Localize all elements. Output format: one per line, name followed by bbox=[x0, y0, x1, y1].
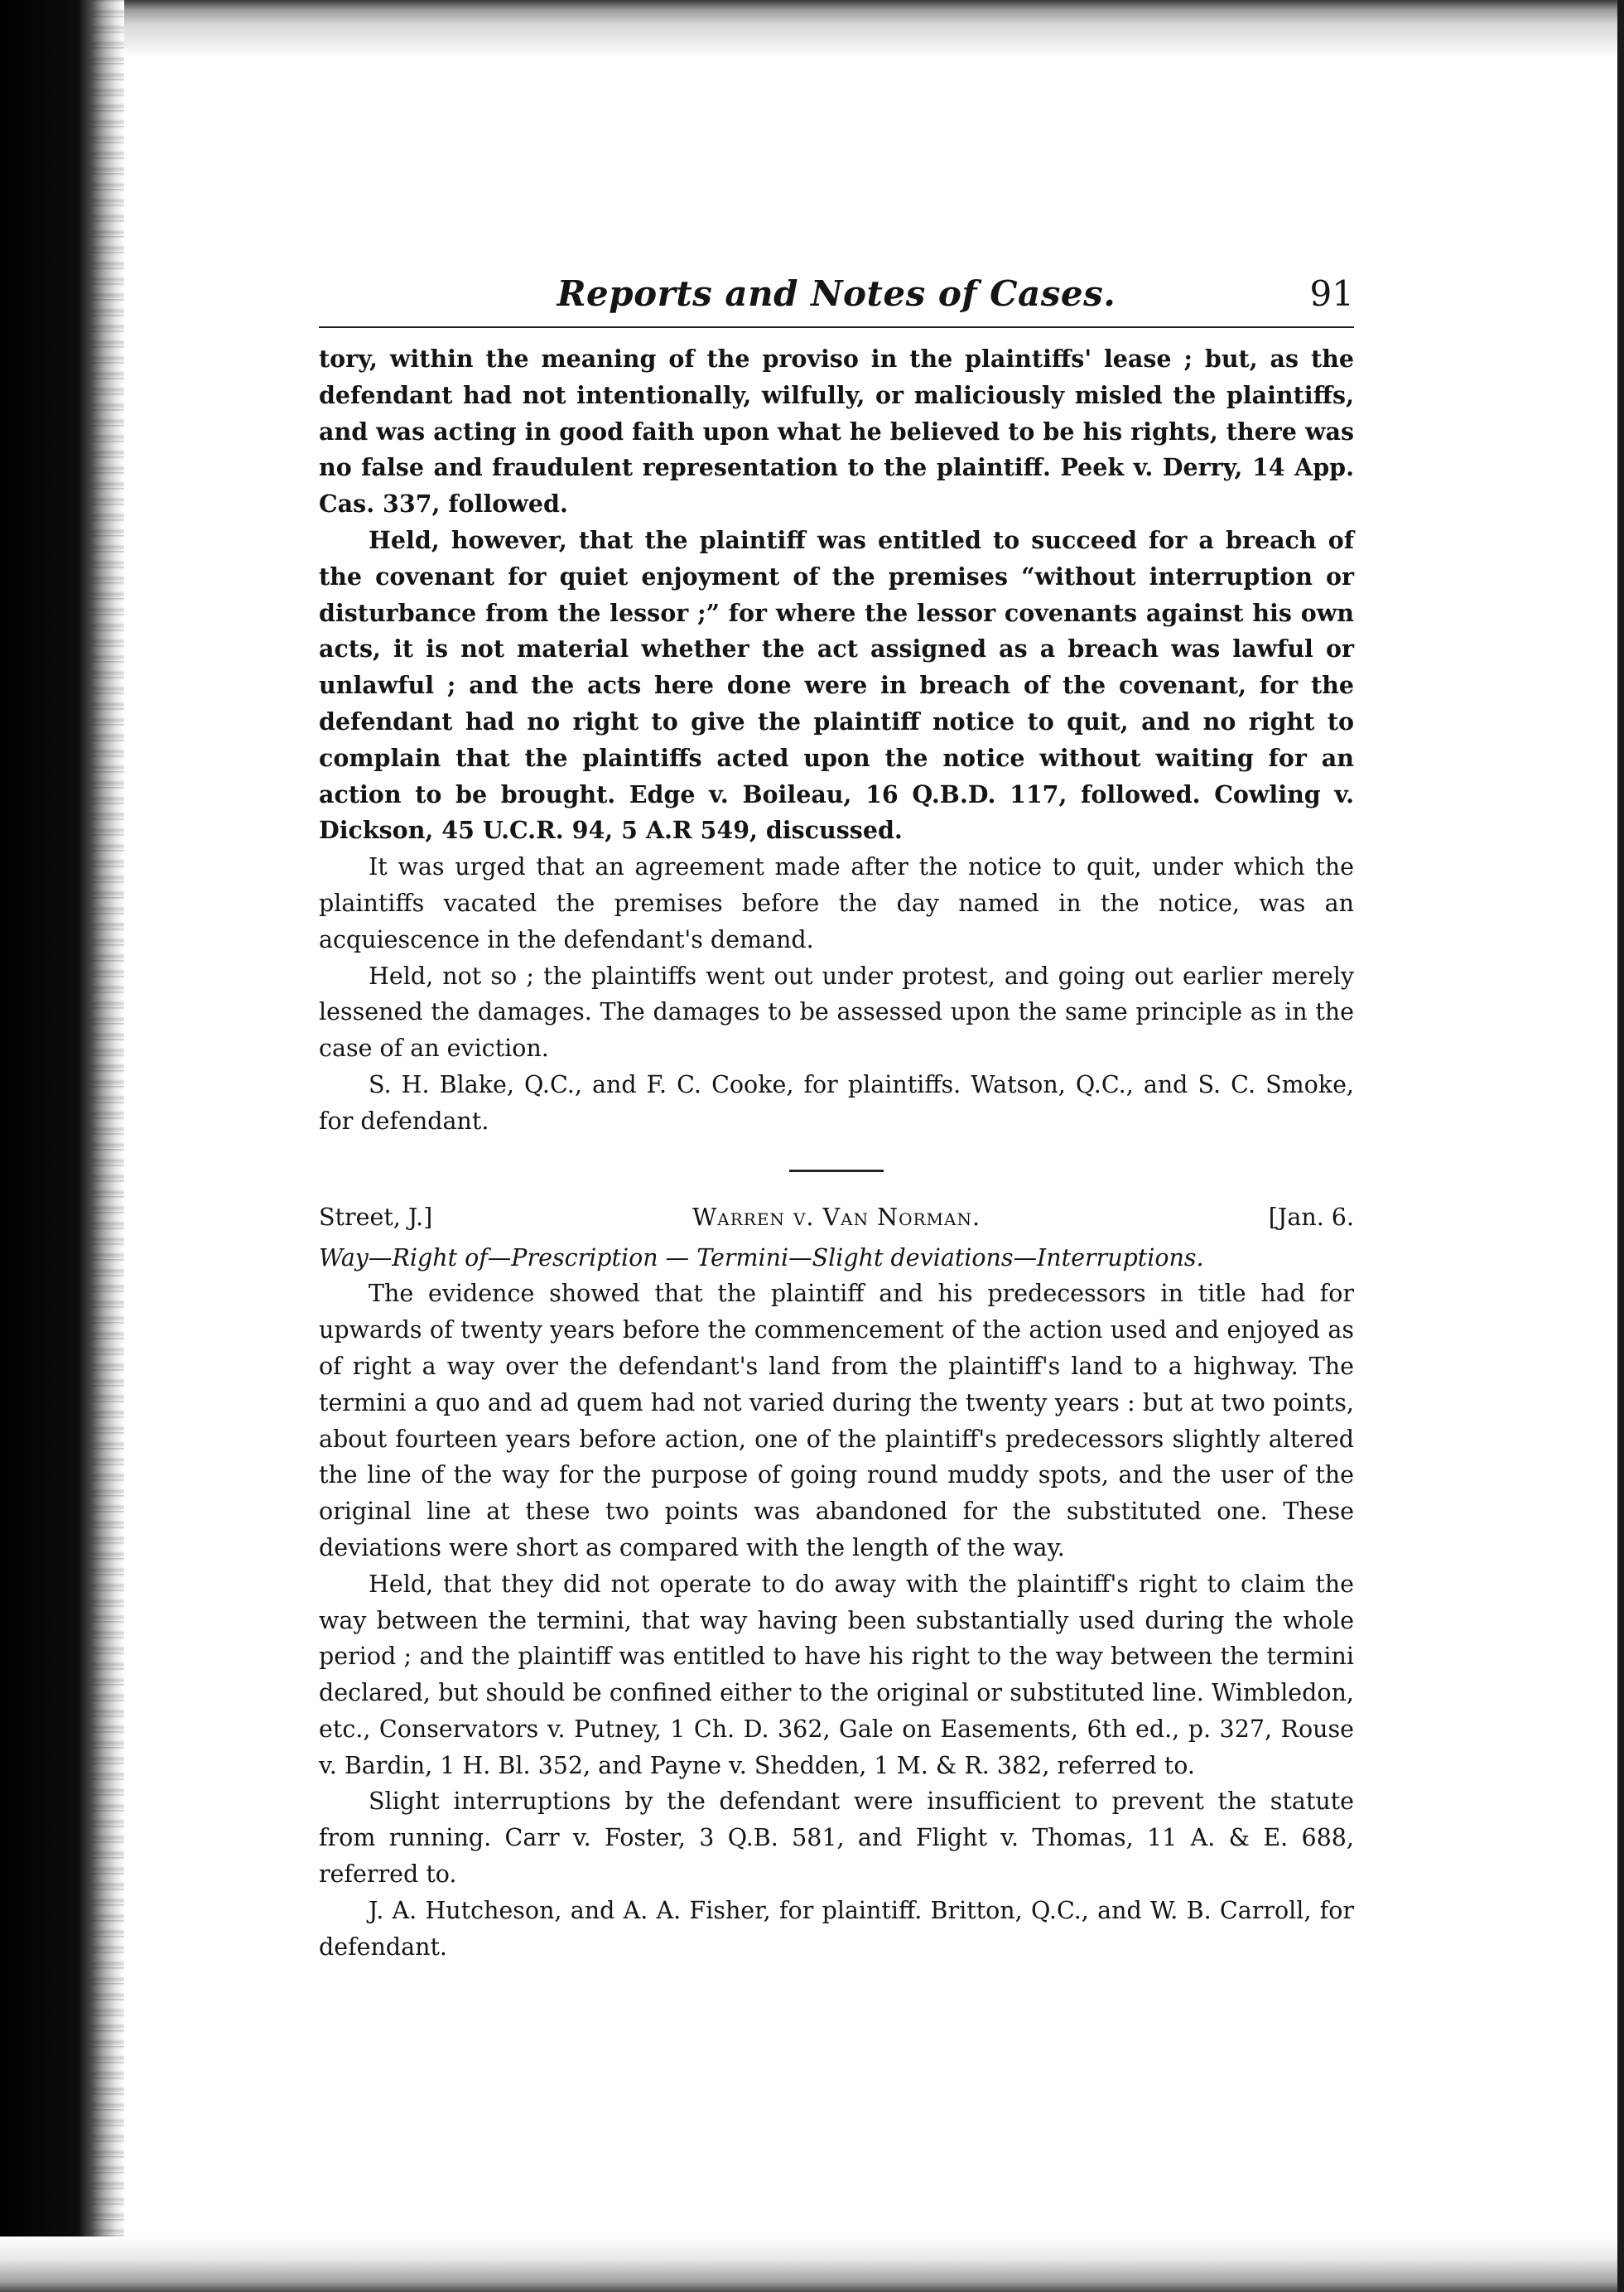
case1-paragraph-4: Held, not so ; the plaintiffs went out under protest, and going out earlier merely lessened the damages. The damages to be assessed upon the same principle as in the case of an eviction. bbox=[319, 962, 1354, 1063]
case1-paragraph-3: It was urged that an agreement made after the notice to quit, under which the plaintiffs vacated the premises before the day named in the notice, was an acquiescence in the defendant's demand. bbox=[319, 853, 1354, 953]
header-rule bbox=[319, 326, 1354, 328]
section-divider bbox=[789, 1170, 884, 1172]
scan-edge-speckle bbox=[91, 0, 124, 2292]
scan-edge-bottom bbox=[0, 2237, 1624, 2292]
scan-edge-right bbox=[1617, 0, 1624, 2292]
case1-paragraph-1: tory, within the meaning of the proviso in the plaintiffs' lease ; but, as the defendant had not intentionally, wilfully, or maliciously misled the plaintiffs, and was acting in good faith upon what he believed to be his rights, there was no false and fraudulent representation to the plaintiff. Peek v. Derry, 14 App. Cas. 337, followed. bbox=[319, 345, 1354, 519]
case2-paragraph-3: Slight interruptions by the defendant were insufficient to prevent the statute from running. Carr v. Foster, 3 Q.B. 581, and Flight v. Thomas, 11 A. & E. 688, referred to. bbox=[319, 1788, 1354, 1889]
case-date: [Jan. 6. bbox=[1268, 1203, 1354, 1231]
case1-counsel: S. H. Blake, Q.C., and F. C. Cooke, for plaintiffs. Watson, Q.C., and S. C. Smoke, for defendant. bbox=[319, 1070, 1354, 1135]
running-head bbox=[319, 263, 1354, 326]
case-heading bbox=[319, 1204, 1354, 1240]
running-title: Reports and Notes of Cases. bbox=[557, 273, 1116, 314]
case-headnote: Way—Right of—Prescription — Termini—Slight deviations—Interruptions. bbox=[319, 1243, 1204, 1271]
case-continued bbox=[319, 341, 1354, 1140]
case2-paragraph-1: The evidence showed that the plaintiff and his predecessors in title had for upwards of twenty years before the commencement of the action used and enjoyed as of right a way over the defendant's land from the plaintiff's land to a highway. The termini a quo and ad quem had not varied during the twenty years : but at two points, about fourteen years before action, one of the plaintiff's predecessors slightly altered the line of the way for the purpose of going round muddy spots, and the user of the original line at these two points was abandoned for the substituted one. These deviations were short as compared with the length of the way. bbox=[319, 1280, 1354, 1561]
case-warren-v-van-norman bbox=[319, 1204, 1354, 1966]
page-body bbox=[319, 263, 1354, 1965]
case1-paragraph-2: Held, however, that the plaintiff was entitled to succeed for a breach of the covenant for quiet enjoyment of the premises “without interruption or disturbance from the lessor ;” for where the lessor covenants against his own acts, it is not material whether the act assigned as a breach was lawful or unlawful ; and the acts here done were in breach of the covenant, for the defendant had no right to give the plaintiff notice to quit, and no right to complain that the plaintiffs acted upon the notice without waiting for an action to be brought. Edge v. Boileau, 16 Q.B.D. 117, followed. Cowling v. Dickson, 45 U.C.R. 94, 5 A.R 549, discussed. bbox=[319, 525, 1354, 845]
case-judge: Street, J.] bbox=[319, 1203, 433, 1231]
case-name: Warren v. Van Norman. bbox=[692, 1203, 981, 1231]
scan-edge-top bbox=[0, 0, 1624, 58]
page-number: 91 bbox=[1309, 273, 1354, 314]
case2-paragraph-2: Held, that they did not operate to do away with the plaintiff's right to claim the way between the termini, that way having been substantially used during the whole period ; and the plaintiff was entitled to have his right to the way between the termini declared, but should be confined either to the original or substituted line. Wimbledon, etc., Conservators v. Putney, 1 Ch. D. 362, Gale on Easements, 6th ed., p. 327, Rouse v. Bardin, 1 H. Bl. 352, and Payne v. Shedden, 1 M. & R. 382, referred to. bbox=[319, 1570, 1354, 1779]
case2-counsel: J. A. Hutcheson, and A. A. Fisher, for plaintiff. Britton, Q.C., and W. B. Carroll, for defendant. bbox=[319, 1896, 1354, 1961]
